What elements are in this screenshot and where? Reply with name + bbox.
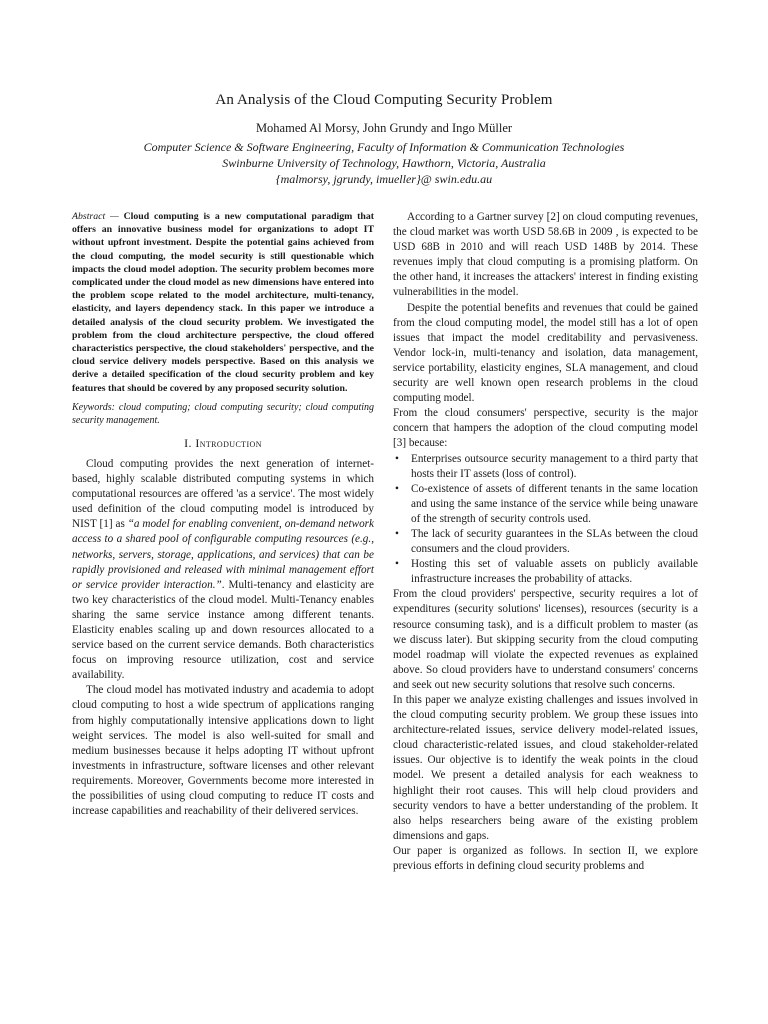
affiliation-department: Computer Science & Software Engineering, Faculty of Information & Communication Technologies (143, 140, 625, 154)
abstract-lead: Abstract — (72, 211, 119, 222)
open-issues-paragraph: Despite the potential benefits and revenues that could be gained from the cloud computing model, the model still has a lot of open issues that impact the model creditability and pervasiveness. Vendor lock-in, multi-tenancy and isolation, data management, service portability, elasticity engines, SLA management, and cloud security are well known open research problems in the cloud computing model. (393, 301, 698, 405)
author-emails: {malmorsy, jgrundy, imueller}@ swin.edu.au (275, 172, 493, 186)
abstract (72, 210, 374, 395)
left-column (72, 210, 374, 819)
section-heading-introduction (72, 436, 374, 451)
abstract-text: Cloud computing is a new computational paradigm that offers an innovative business model for organizations to adopt IT without upfront investment. Despite the potential gains achieved from the cloud computing, the model security is still questionable which impacts the cloud model adoption. The security problem becomes more complicated under the cloud model as new dimensions have entered into the problem scope related to the model architecture, multi-tenancy, elasticity, and layers dependency stack. In this paper we introduce a detailed analysis of the cloud security problem. We investigated the problem from the cloud architecture perspective, the cloud offered characteristics perspective, the cloud stakeholders' perspective, and the cloud service delivery models perspective. Based on this analysis we derive a detailed specification of the cloud security problem and key features that should be covered by any proposed security solution. (72, 211, 375, 394)
keywords: Keywords: cloud computing; cloud computing security; cloud computing security management. (72, 401, 374, 427)
affiliation-university: Swinburne University of Technology, Hawthorn, Victoria, Australia (222, 156, 546, 170)
paper-organization-paragraph: Our paper is organized as follows. In section II, we explore previous efforts in defining cloud security problems and (393, 844, 698, 873)
paper-title: An Analysis of the Cloud Computing Security Problem (215, 92, 553, 108)
right-column (393, 210, 698, 874)
gartner-paragraph: According to a Gartner survey [2] on cloud computing revenues, the cloud market was worth USD 58.6B in 2009 , is expected to be USD 68B in 2010 and will reach USD 148B by 2014. These revenues imply that cloud computing is a promising platform. On the other hand, it increases the attackers' interest in finding existing vulnerabilities in the model. (393, 211, 698, 299)
consumer-concerns-list (393, 452, 698, 588)
intro-paragraph-1 (72, 457, 374, 683)
provider-perspective-paragraph: From the cloud providers' perspective, security requires a lot of expenditures (security solutions' licenses), resources (security is a resource consuming task), and is a difficult problem to master (as we discuss later). But skipping security from the cloud computing model roadmap will violate the expected revenues as explained above. So cloud providers have to understand consumers' concerns and seek out new security solutions that resolve such concerns. (393, 588, 698, 691)
paper-contribution-paragraph: In this paper we analyze existing challenges and issues involved in the cloud computing security problem. We group these issues into architecture-related issues, service delivery model-related issues, cloud characteristic-related issues, and cloud stakeholder-related issues. Our objective is to identify the weak points in the cloud model. We present a detailed analysis for each weakness to highlight their root causes. This will help cloud providers and security vendors to have a better understanding of the problem. It also helps researchers being aware of the existing problem dimensions and gaps. (393, 694, 698, 842)
paper-header (0, 92, 768, 187)
nist-definition-quote: “a model for enabling convenient, on-demand network access to a shared pool of configurable computing resources (e.g., networks, servers, storage, applications, and services) that can be rapidly provisioned and released with minimal management effort or service provider interaction.” (72, 518, 374, 591)
intro-paragraph-1-end: . Multi-tenancy and elasticity are two key characteristics of the cloud model. Multi-Tenancy enables sharing the same service instance among different tenants. Elasticity enables scaling up and down resources allocated to a service based on the current service demands. Both characteristics focus on improving resource utilization, cost and service availability. (72, 578, 374, 682)
section-number: I. (184, 435, 192, 450)
section-title: Introduction (195, 435, 262, 450)
paper-authors: Mohamed Al Morsy, John Grundy and Ingo Müller (255, 121, 513, 135)
list-item: • Co-existence of assets of different tenants in the same location and using the same instance of the service while being unaware of the strength of security controls used. (393, 482, 698, 527)
intro-paragraph-1-start: Cloud computing provides the next generation of internet-based, highly scalable distributed computing systems in which computational resources are offered 'as a service'. The most widely used definition of the cloud computing model is introduced by NIST [1] as (72, 457, 374, 531)
list-item: • Hosting this set of valuable assets on publicly available infrastructure increases the probability of attacks. (393, 557, 698, 587)
list-item: • The lack of security guarantees in the SLAs between the cloud consumers and the cloud providers. (393, 527, 698, 557)
consumer-perspective-paragraph: From the cloud consumers' perspective, security is the major concern that hampers the adoption of the cloud computing model [3] because: (393, 407, 698, 450)
list-item: • Enterprises outsource security management to a third party that hosts their IT assets (loss of control). (393, 452, 698, 482)
intro-paragraph-2: The cloud model has motivated industry and academia to adopt cloud computing to host a wide spectrum of applications ranging from highly computationally intensive applications down to light weight services. The model is also well-suited for small and medium businesses because it helps adopting IT without upfront investments in infrastructure, software licenses and other relevant requirements. Moreover, Governments become more interested in the possibilities of using cloud computing to reduce IT costs and increase capabilities and reachability of their delivered services. (72, 684, 374, 818)
